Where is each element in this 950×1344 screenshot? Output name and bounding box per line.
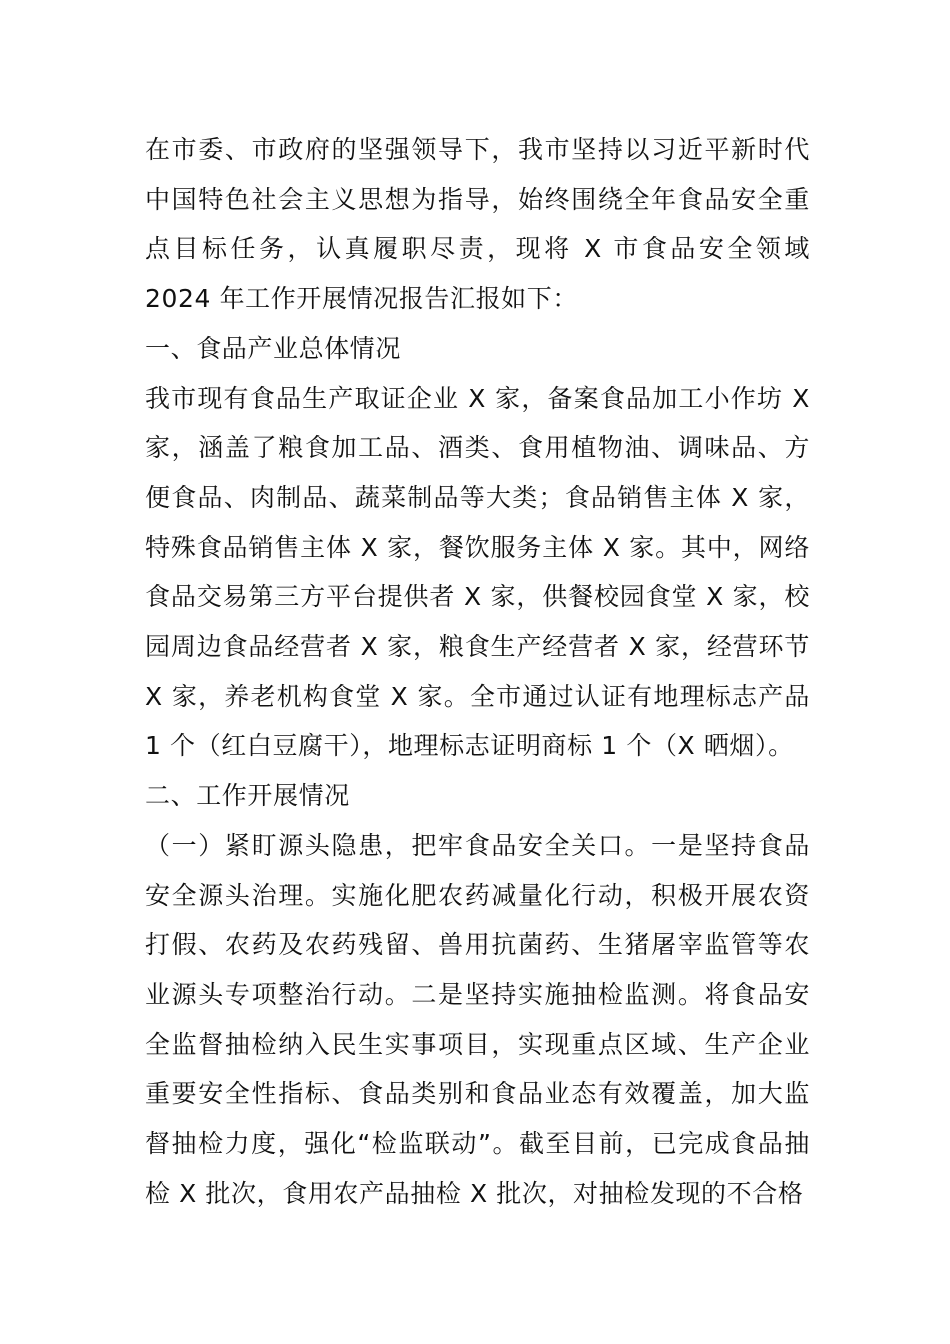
industry-overview-paragraph: 我市现有食品生产取证企业 X 家，备案食品加工小作坊 X 家，涵盖了粮食加工品、酒类、食用植物油、调味品、方便食品、肉制品、蔬菜制品等大类；食品销售主体 X 家，特殊食品销售主体 X 家，餐饮服务主体 X 家。其中，网络食品交易第三方平台提供者 X 家，供餐校园食堂 X 家，校园周边食品经营者 X 家，粮食生产经营者 X 家，经营环节 X 家，养老机构食堂 X 家。全市通过认证有地理标志产品 1 个（红白豆腐干），地理标志证明商标 1 个（X 晒烟）。 [145,383,810,761]
document-body [145,125,810,1218]
work-progress-paragraph: （一）紧盯源头隐患，把牢食品安全关口。一是坚持食品安全源头治理。实施化肥农药减量化行动，积极开展农资打假、农药及农药残留、兽用抗菌药、生猪屠宰监管等农业源头专项整治行动。二是坚持实施抽检监测。将食品安全监督抽检纳入民生实事项目，实现重点区域、生产企业重要安全性指标、食品类别和食品业态有效覆盖，加大监督抽检力度，强化“检监联动”。截至目前，已完成食品抽检 X 批次，食用农产品抽检 X 批次，对抽检发现的不合格 [145,830,810,1208]
intro-paragraph: 在市委、市政府的坚强领导下，我市坚持以习近平新时代中国特色社会主义思想为指导，始终围绕全年食品安全重点目标任务，认真履职尽责，现将 X 市食品安全领域 2024 年工作开展情况报告汇报如下： [145,135,810,314]
section-heading-1: 一、食品产业总体情况 [145,333,402,363]
section-heading-2: 二、工作开展情况 [145,781,350,811]
